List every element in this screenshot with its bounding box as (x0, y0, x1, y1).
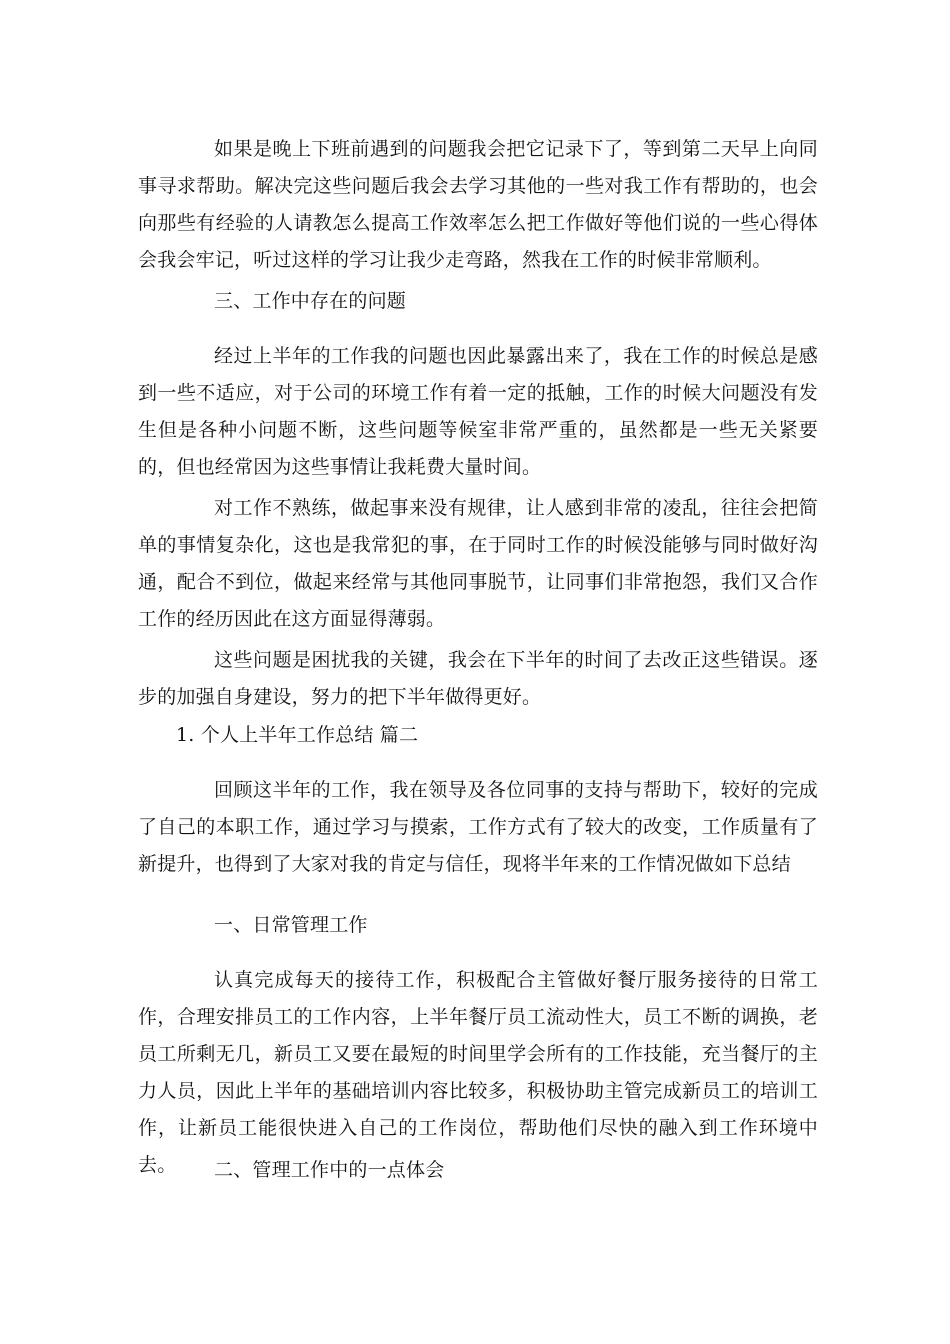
paragraph-review: 回顾这半年的工作，我在领导及各位同事的支持与帮助下，较好的完成了自己的本职工作，通过学习与摸索，工作方式有了较大的改变，工作质量有了新提升，也得到了大家对我的肯定与信任，现将半年来的工作情况做如下总结 (138, 779, 818, 875)
paragraph-asking-colleagues: 如果是晚上下班前遇到的问题我会把它记录下了，等到第二天早上向同事寻求帮助。解决完这些问题后我会去学习其他的一些对我工作有帮助的，也会向那些有经验的人请教怎么提高工作效率怎么把工作做好等他们说的一些心得体会我会牢记，听过这样的学习让我少走弯路，然我在工作的时候非常顺利。 (138, 138, 818, 271)
heading-part-two: 1. 个人上半年工作总结 篇二 (176, 724, 419, 746)
paragraph-daily-management: 认真完成每天的接待工作，积极配合主管做好餐厅服务接待的日常工作，合理安排员工的工作内容，上半年餐厅员工流动性大，员工不断的调换，老员工所剩无几，新员工又要在最短的时间里学会所有的工作技能，充当餐厅的主力人员，因此上半年的基础培训内容比较多，积极协助主管完成新员工的培训工作，让新员工能很快进入自己的工作岗位，帮助他们尽快的融入到工作环境中去。 (138, 969, 818, 1176)
heading-section-two: 二、管理工作中的一点体会 (214, 1159, 445, 1181)
heading-section-three: 三、工作中存在的问题 (214, 290, 407, 312)
heading-section-one: 一、日常管理工作 (214, 914, 368, 936)
paragraph-improvement-plan: 这些问题是困扰我的关键，我会在下半年的时间了去改正这些错误。逐步的加强自身建设，努力的把下半年做得更好。 (138, 649, 818, 708)
paragraph-unfamiliar-work: 对工作不熟练，做起事来没有规律，让人感到非常的凌乱，往往会把简单的事情复杂化，这也是我常犯的事，在于同时工作的时候没能够与同时做好沟通，配合不到位，做起来经常与其他同事脱节，让同事们非常抱怨，我们又合作工作的经历因此在这方面显得薄弱。 (138, 497, 818, 630)
paragraph-problems-exposed: 经过上半年的工作我的问题也因此暴露出来了，我在工作的时候总是感到一些不适应，对于公司的环境工作有着一定的抵触，工作的时候大问题没有发生但是各种小问题不断，这些问题等候室非常严重的，虽然都是一些无关紧要的，但也经常因为这些事情让我耗费大量时间。 (138, 345, 818, 478)
